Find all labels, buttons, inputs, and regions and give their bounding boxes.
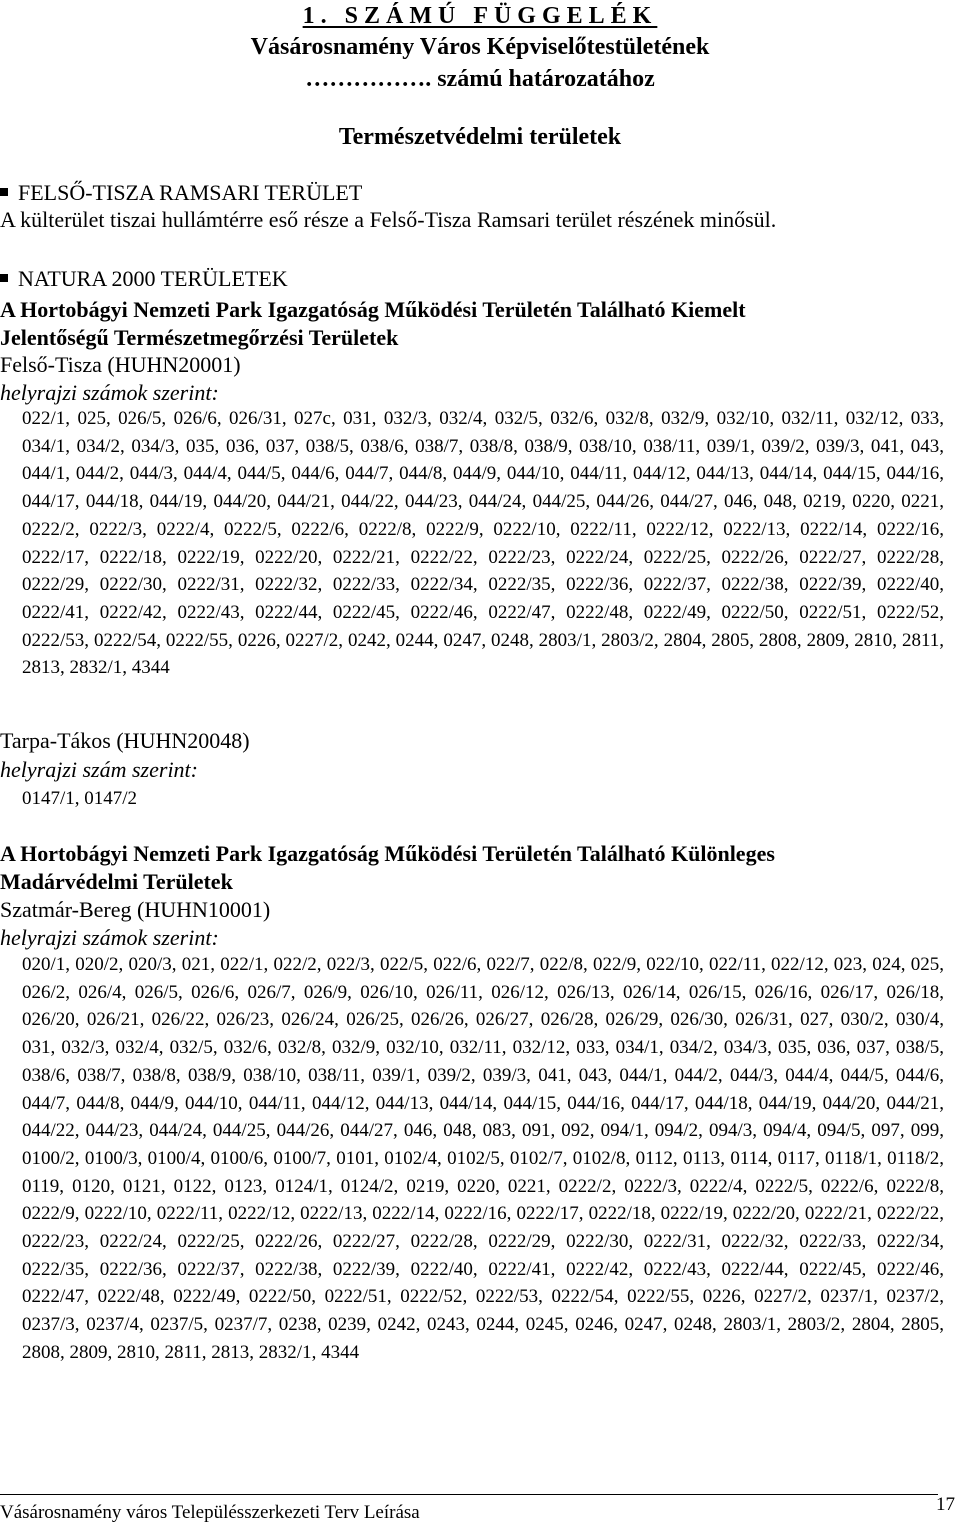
- parcel-label: helyrajzi szám szerint:: [0, 757, 198, 782]
- parcel-label: helyrajzi számok szerint:: [0, 925, 219, 950]
- bird-area-title-line2: Madárvédelmi Területek: [0, 869, 233, 894]
- natura-subtitle-line2: Jelentőségű Természetmegőrzési Területek: [0, 325, 399, 350]
- page-number: 17: [936, 1494, 955, 1515]
- footer-divider: [0, 1494, 938, 1495]
- natura-heading-text: NATURA 2000 TERÜLETEK: [18, 266, 288, 291]
- bird-area-title-line1: A Hortobágyi Nemzeti Park Igazgatóság Működési Területén Található Különleges: [0, 841, 775, 866]
- area-name-tarpa-takos: Tarpa-Tákos (HUHN20048): [0, 728, 250, 753]
- ramsar-heading-text: FELSŐ-TISZA RAMSARI TERÜLET: [18, 180, 363, 205]
- natura-subtitle-line1: A Hortobágyi Nemzeti Park Igazgatóság Működési Területén Található Kiemelt: [0, 297, 746, 322]
- area-name-szatmar-bereg: Szatmár-Bereg (HUHN10001): [0, 897, 271, 922]
- resolution-reference: ……………. számú határozatához: [305, 66, 655, 92]
- bullet-icon: [0, 188, 8, 196]
- section-title: Természetvédelmi területek: [338, 124, 622, 150]
- area-name-felso-tisza: Felső-Tisza (HUHN20001): [0, 352, 241, 377]
- parcel-number-list: 022/1, 025, 026/5, 026/6, 026/31, 027c, 031, 032/3, 032/4, 032/5, 032/6, 032/8, 032/9, 032/10, 032/11, 032/12, 033, 034/1, 034/2, 034/3, 035, 036, 037, 038/5, 038/6, 038/7, 038/8, 038/9, 038/10, 038/11, 039/1, 039/2, 039/3, 041, 043, 044/1, 044/2, 044/3, 044/4, 044/5, 044/6, 044/7, 044/8, 044/9, 044/10, 044/11, 044/12, 044/13, 044/14, 044/15, 044/16, 044/17, 044/18, 044/19, 044/20, 044/21, 044/22, 044/23, 044/24, 044/25, 044/26, 044/27, 046, 048, 0219, 0220, 0221, 0222/2, 0222/3, 0222/4, 0222/5, 0222/6, 0222/8, 0222/9, 0222/10, 0222/11, 0222/12, 0222/13, 0222/14, 0222/16, 0222/17, 0222/18, 0222/19, 0222/20, 0222/21, 0222/22, 0222/23, 0222/24, 0222/25, 0222/26, 0222/27, 0222/28, 0222/29, 0222/30, 0222/31, 0222/32, 0222/33, 0222/34, 0222/35, 0222/36, 0222/37, 0222/38, 0222/39, 0222/40, 0222/41, 0222/42, 0222/43, 0222/44, 0222/45, 0222/46, 0222/47, 0222/48, 0222/49, 0222/50, 0222/51, 0222/52, 0222/53, 0222/54, 0222/55, 0226, 0227/2, 0242, 0244, 0247, 0248, 2803/1, 2803/2, 2804, 2805, 2808, 2809, 2810, 2811, 2813, 2832/1, 4344: [22, 408, 944, 679]
- ramsar-description: A külterület tiszai hullámtérre eső része a Felső-Tisza Ramsari terület részének minősül.: [0, 207, 777, 232]
- natura-heading: [0, 266, 288, 292]
- parcel-label: helyrajzi számok szerint:: [0, 380, 219, 405]
- footer-text: Vásárosnamény város Településszerkezeti Terv Leírása: [0, 1502, 420, 1523]
- council-title: Vásárosnamény Város Képviselőtestületének: [250, 34, 710, 60]
- appendix-title: 1. SZÁMÚ FÜGGELÉK: [302, 3, 658, 29]
- parcel-number-list: 0147/1, 0147/2: [22, 788, 138, 809]
- bullet-icon: [0, 274, 8, 282]
- parcel-number-list: 020/1, 020/2, 020/3, 021, 022/1, 022/2, 022/3, 022/5, 022/6, 022/7, 022/8, 022/9, 022/10, 022/11, 022/12, 023, 024, 025, 026/2, 026/4, 026/5, 026/6, 026/7, 026/9, 026/10, 026/11, 026/12, 026/13, 026/14, 026/15, 026/16, 026/17, 026/18, 026/20, 026/21, 026/22, 026/23, 026/24, 026/25, 026/26, 026/27, 026/28, 026/29, 026/30, 026/31, 027, 030/2, 030/4, 031, 032/3, 032/4, 032/5, 032/6, 032/8, 032/9, 032/10, 032/11, 032/12, 033, 034/1, 034/2, 034/3, 035, 036, 037, 038/5, 038/6, 038/7, 038/8, 038/9, 038/10, 038/11, 039/1, 039/2, 039/3, 041, 043, 044/1, 044/2, 044/3, 044/4, 044/5, 044/6, 044/7, 044/8, 044/9, 044/10, 044/11, 044/12, 044/13, 044/14, 044/15, 044/16, 044/17, 044/18, 044/19, 044/20, 044/21, 044/22, 044/23, 044/24, 044/25, 044/26, 044/27, 046, 048, 083, 091, 092, 094/1, 094/2, 094/3, 094/4, 094/5, 097, 099, 0100/2, 0100/3, 0100/4, 0100/6, 0100/7, 0101, 0102/4, 0102/5, 0102/7, 0102/8, 0112, 0113, 0114, 0117, 0118/1, 0118/2, 0119, 0120, 0121, 0122, 0123, 0124/1, 0124/2, 0219, 0220, 0221, 0222/2, 0222/3, 0222/4, 0222/5, 0222/6, 0222/8, 0222/9, 0222/10, 0222/11, 0222/12, 0222/13, 0222/14, 0222/16, 0222/17, 0222/18, 0222/19, 0222/20, 0222/21, 0222/22, 0222/23, 0222/24, 0222/25, 0222/26, 0222/27, 0222/28, 0222/29, 0222/30, 0222/31, 0222/32, 0222/33, 0222/34, 0222/35, 0222/36, 0222/37, 0222/38, 0222/39, 0222/40, 0222/41, 0222/42, 0222/43, 0222/44, 0222/45, 0222/46, 0222/47, 0222/48, 0222/49, 0222/50, 0222/51, 0222/52, 0222/53, 0222/54, 0222/55, 0226, 0227/2, 0237/1, 0237/2, 0237/3, 0237/4, 0237/5, 0237/7, 0238, 0239, 0242, 0243, 0244, 0245, 0246, 0247, 0248, 2803/1, 2803/2, 2804, 2805, 2808, 2809, 2810, 2811, 2813, 2832/1, 4344: [22, 954, 944, 1363]
- ramsar-heading: [0, 180, 362, 206]
